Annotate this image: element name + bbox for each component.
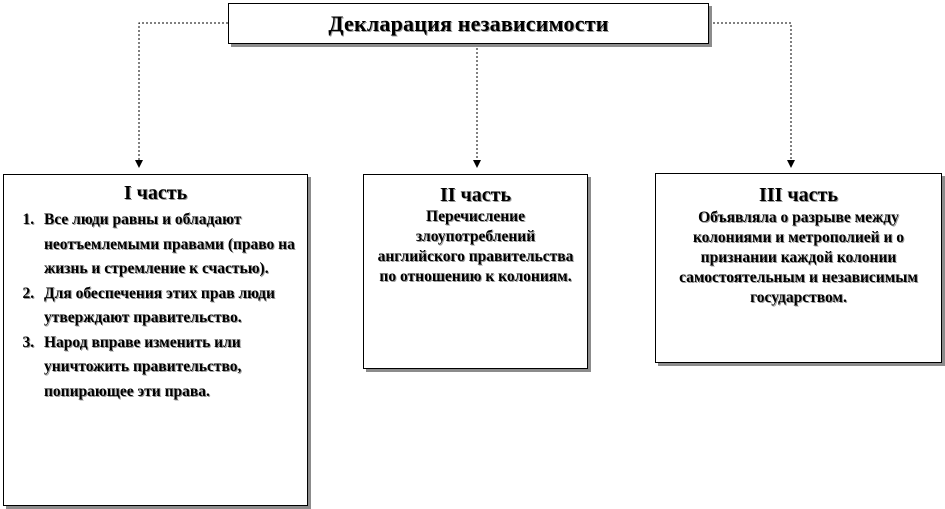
title-box bbox=[228, 3, 709, 44]
part2-heading: II часть bbox=[439, 184, 512, 206]
part3-heading: III часть bbox=[759, 184, 838, 206]
arrowhead-part2 bbox=[473, 160, 481, 168]
part3-text: Объявляла о разрыве между колониями и метрополией и о признании каждой колонии самостоятельным и независимым государством. bbox=[679, 209, 918, 306]
part3-box bbox=[655, 173, 942, 363]
arrowhead-part1 bbox=[135, 160, 143, 168]
part2-text: Перечисление злоупотреблений английского правительства по отношению к колониям. bbox=[377, 208, 574, 285]
connector-to-part3 bbox=[709, 23, 791, 160]
list-item: 1. Все люди равны и обладают неотъемлемыми правами (право на жизнь и стремление к счастью). bbox=[38, 208, 307, 282]
part1-list bbox=[4, 208, 307, 404]
list-item: 3. Народ вправе изменить или уничтожить правительство, попирающее эти права. bbox=[38, 331, 307, 405]
part1-box bbox=[3, 174, 308, 506]
connector-to-part1 bbox=[139, 23, 228, 160]
diagram-title: Декларация независимости bbox=[328, 10, 609, 36]
list-item: 2. Для обеспечения этих прав люди утверждают правительство. bbox=[38, 282, 307, 331]
part2-box bbox=[363, 174, 588, 369]
arrowhead-part3 bbox=[787, 160, 795, 168]
part1-heading: I часть bbox=[123, 182, 188, 204]
